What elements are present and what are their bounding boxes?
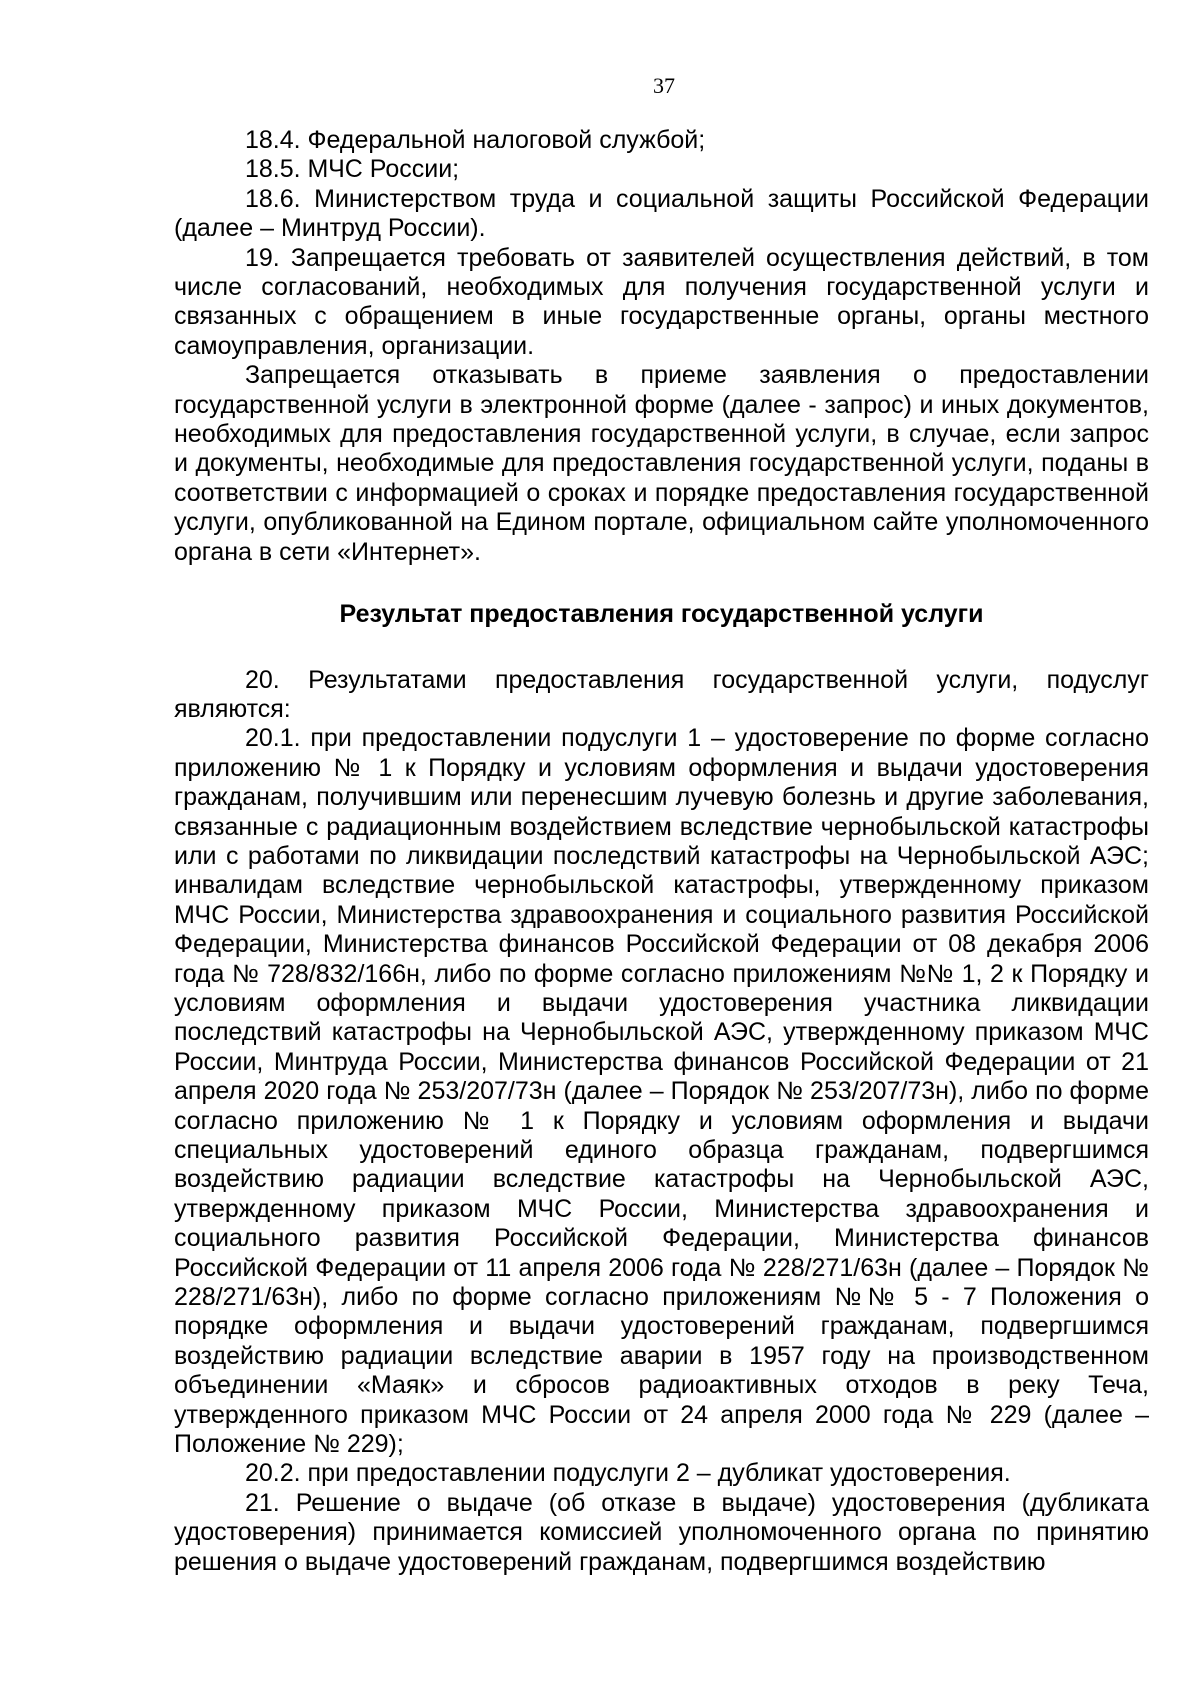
page-number: 37 xyxy=(653,73,675,98)
section-heading: Результат предоставления государственной услуги xyxy=(339,600,984,629)
paragraph-18-5: 18.5. МЧС России; xyxy=(245,155,460,184)
paragraph-18-6: 18.6. Министерством труда и социальной защиты Российской Федерации (далее – Минтруд России). xyxy=(174,184,1149,243)
paragraph-18-4: 18.4. Федеральной налоговой службой; xyxy=(245,126,706,154)
paragraph-20-1: 20.1. при предоставлении подуслуги 1 – удостоверение по форме согласно приложению № 1 к Порядку и условиям оформления и выдачи удостоверения гражданам, получившим или перенесшим лучевую болезнь и другие заболевания, связанные с радиационным воздействием вследствие чернобыльской катастрофы или с работами по ликвидации последствий катастрофы на Чернобыльской АЭС; инвалидам вследствие чернобыльской катастрофы, утвержденному приказом МЧС России, Министерства здравоохранения и социального развития Российской Федерации, Министерства финансов Российской Федерации от 08 декабря 2006 года № 728/832/166н, либо по форме согласно приложениям №№ 1, 2 к Порядку и условиям оформления и выдачи удостоверения участника ликвидации последствий катастрофы на Чернобыльской АЭС, утвержденному приказом МЧС России, Минтруда России, Министерства финансов Российской Федерации от 21 апреля 2020 года № 253/207/73н (далее – Порядок № 253/207/73н), либо по форме согласно приложению № 1 к Порядку и условиям оформления и выдачи специальных удостоверений единого образца гражданам, подвергшимся воздействию радиации вследствие катастрофы на Чернобыльской АЭС, утвержденному приказом МЧС России, Министерства здравоохранения и социального развития Российской Федерации, Министерства финансов Российской Федерации от 11 апреля 2006 года № 228/271/63н (далее – Порядок № 228/271/63н), либо по форме согласно приложениям №№ 5 - 7 Положения о порядке оформления и выдачи удостоверений гражданам, подвергшимся воздействию радиации вследствие аварии в 1957 году на производственном объединении «Маяк» и сбросов радиоактивных отходов в реку Теча, утвержденного приказом МЧС России от 24 апреля 2000 года № 229 (далее – Положение № 229); xyxy=(174,724,1149,1459)
document-body xyxy=(174,126,1149,1577)
paragraph-19: 19. Запрещается требовать от заявителей осуществления действий, в том числе согласований, необходимых для получения государственной услуги и связанных с обращением в иные государственные органы, органы местного самоуправления, организации. xyxy=(174,243,1149,360)
paragraph-21: 21. Решение о выдаче (об отказе в выдаче) удостоверения (дубликата удостоверения) принимается комиссией уполномоченного органа по принятию решения о выдаче удостоверений гражданам, подвергшимся воздействию xyxy=(174,1488,1149,1576)
paragraph-20: 20. Результатами предоставления государственной услуги, подуслуг являются: xyxy=(174,665,1149,723)
paragraph-19-refusal: Запрещается отказывать в приеме заявления о предоставлении государственной услуги в электронной форме (далее - запрос) и иных документов, необходимых для предоставления государственной услуги, в случае, если запрос и документы, необходимые для предоставления государственной услуги, поданы в соответствии с информацией о сроках и порядке предоставления государственной услуги, опубликованной на Едином портале, официальном сайте уполномоченного органа в сети «Интернет». xyxy=(174,361,1149,566)
paragraph-20-2: 20.2. при предоставлении подуслуги 2 – дубликат удостоверения. xyxy=(245,1459,1011,1488)
